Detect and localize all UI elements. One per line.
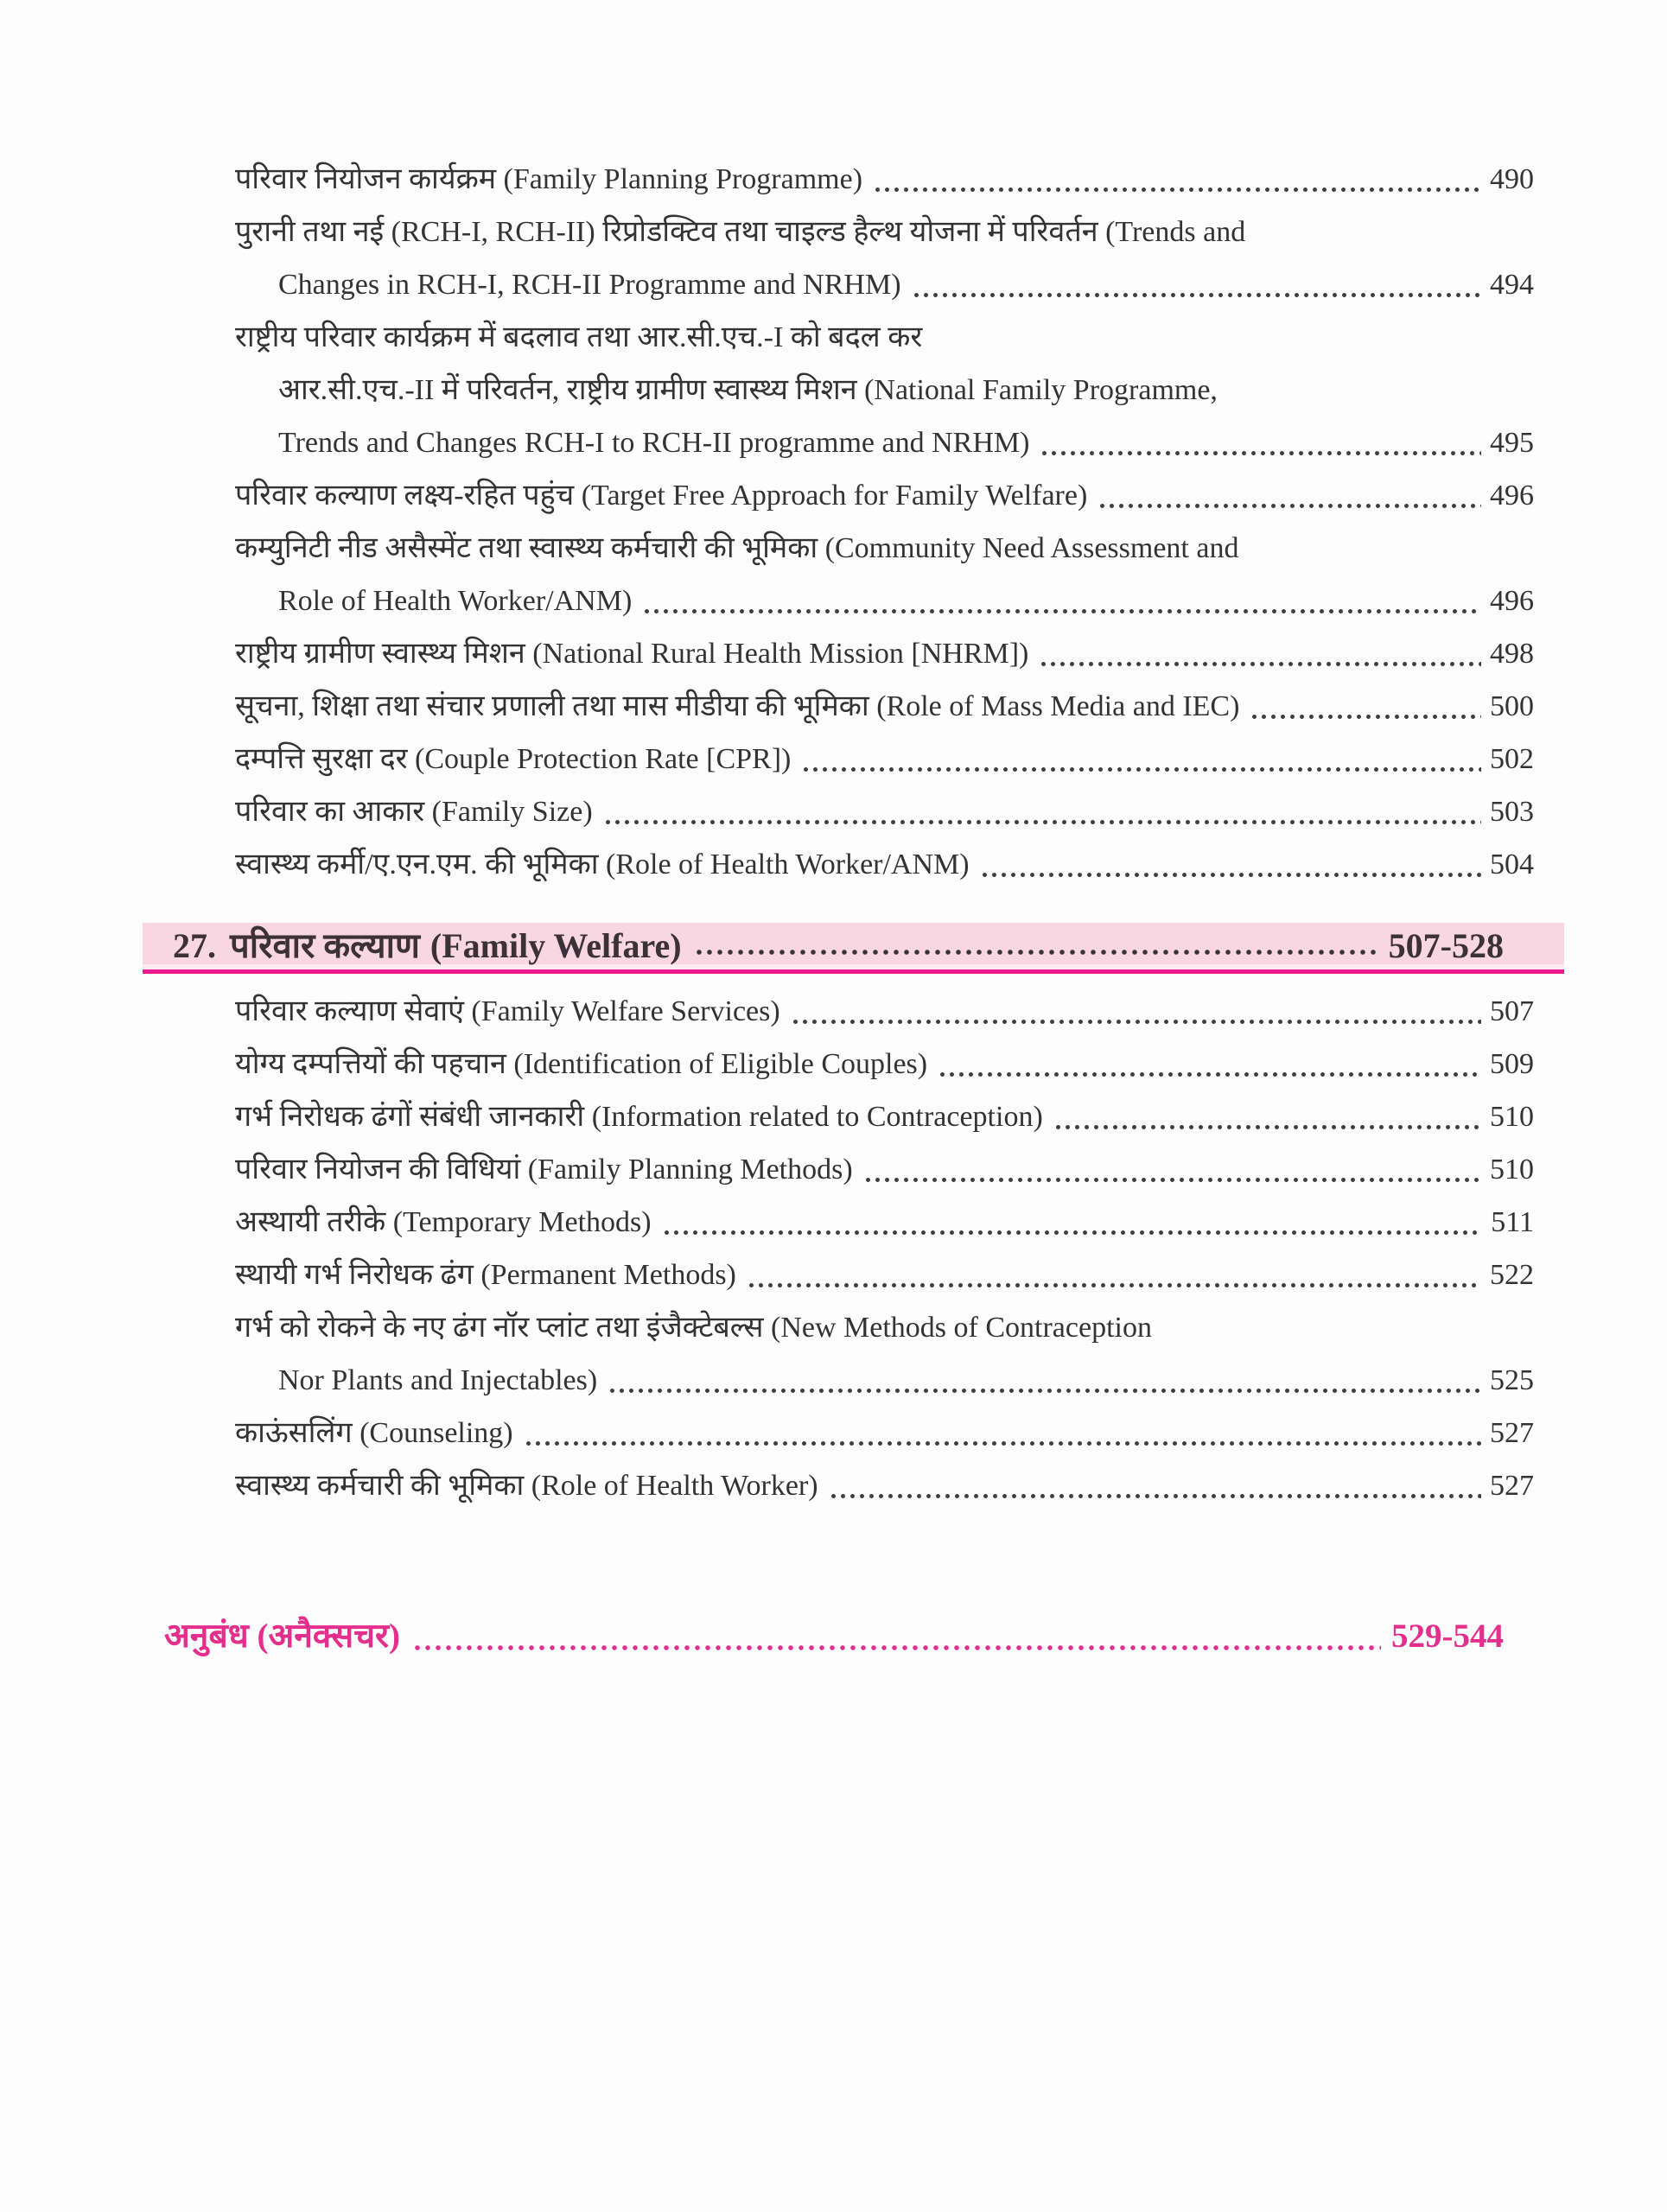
entry-text: राष्ट्रीय परिवार कार्यक्रम में बदलाव तथा आर.सी.एच.-I को बदल कर bbox=[235, 321, 923, 353]
page-number: 507 bbox=[1490, 995, 1534, 1027]
annexure-title-hindi: अनुबंध bbox=[164, 1618, 249, 1655]
entry-text: परिवार कल्याण लक्ष्य-रहित पहुंच (Target Free Approach for Family Welfare) bbox=[235, 480, 1088, 512]
dotted-leader bbox=[1250, 714, 1481, 720]
toc-entry bbox=[235, 416, 1534, 469]
dotted-leader bbox=[791, 1019, 1481, 1025]
annexure-entry bbox=[164, 1610, 1504, 1662]
entry-text: राष्ट्रीय ग्रामीण स्वास्थ्य मिशन (National Rural Health Mission [NHRM]) bbox=[235, 638, 1029, 670]
toc-entry bbox=[235, 575, 1534, 627]
page-number: 510 bbox=[1490, 1101, 1534, 1133]
page-number: 502 bbox=[1490, 743, 1534, 775]
entry-text: अस्थायी तरीके (Temporary Methods) bbox=[235, 1206, 652, 1238]
toc-entry bbox=[235, 680, 1534, 733]
chapter-page-range: 507-528 bbox=[1388, 926, 1504, 965]
page-number: 496 bbox=[1490, 585, 1534, 617]
toc-entry bbox=[235, 838, 1534, 891]
toc-entry bbox=[235, 1143, 1534, 1196]
page-number: 510 bbox=[1490, 1154, 1534, 1185]
dotted-leader bbox=[863, 1177, 1481, 1183]
toc-entry bbox=[235, 522, 1534, 575]
toc-entry bbox=[235, 1354, 1534, 1407]
dotted-leader bbox=[873, 187, 1481, 193]
dotted-leader bbox=[1039, 661, 1481, 667]
entry-text: आर.सी.एच.-II में परिवर्तन, राष्ट्रीय ग्रामीण स्वास्थ्य मिशन (National Family Programme, bbox=[278, 374, 1218, 406]
entry-text: गर्भ को रोकने के नए ढंग नॉर प्लांट तथा इंजैक्टेबल्स (New Methods of Contraception bbox=[235, 1312, 1152, 1344]
annexure-page-range: 529-544 bbox=[1391, 1618, 1504, 1655]
dotted-leader bbox=[801, 766, 1481, 772]
entry-text: Changes in RCH-I, RCH-II Programme and NRHM) bbox=[278, 269, 901, 301]
toc-entry bbox=[235, 1459, 1534, 1512]
chapter-title-english: (Family Welfare) bbox=[429, 926, 682, 965]
dotted-leader bbox=[1040, 450, 1481, 456]
entry-text: सूचना, शिक्षा तथा संचार प्रणाली तथा मास मीडीया की भूमिका (Role of Mass Media and IEC) bbox=[235, 690, 1240, 722]
page-number: 522 bbox=[1490, 1259, 1534, 1291]
dotted-leader bbox=[412, 1644, 1381, 1651]
page-number: 496 bbox=[1490, 480, 1534, 512]
page-number: 504 bbox=[1490, 849, 1534, 880]
toc-entry bbox=[235, 1249, 1534, 1301]
dotted-leader bbox=[608, 1388, 1481, 1394]
page-number: 498 bbox=[1490, 638, 1534, 670]
entry-text: परिवार कल्याण सेवाएं (Family Welfare Services) bbox=[235, 995, 780, 1027]
toc-entry bbox=[235, 258, 1534, 311]
dotted-leader bbox=[829, 1493, 1481, 1499]
page-number: 511 bbox=[1491, 1206, 1534, 1238]
annexure-title bbox=[164, 1610, 400, 1662]
annexure-title-alt: (अनैक्सचर) bbox=[257, 1618, 400, 1655]
toc-entry bbox=[235, 469, 1534, 522]
entry-text: परिवार नियोजन कार्यक्रम (Family Planning Programme) bbox=[235, 163, 863, 195]
toc-entry bbox=[235, 627, 1534, 680]
toc-entry bbox=[235, 985, 1534, 1038]
dotted-leader bbox=[1053, 1124, 1481, 1130]
toc-entry bbox=[235, 311, 1534, 364]
page-number: 527 bbox=[1490, 1417, 1534, 1449]
toc-list-chapter27 bbox=[0, 974, 1667, 1512]
entry-text: कम्युनिटी नीड असैस्मेंट तथा स्वास्थ्य कर्मचारी की भूमिका (Community Need Assessment and bbox=[235, 532, 1239, 564]
page-number: 495 bbox=[1490, 427, 1534, 459]
dotted-leader bbox=[938, 1071, 1481, 1077]
dotted-leader bbox=[747, 1282, 1481, 1288]
dotted-leader bbox=[980, 872, 1481, 878]
toc-entry bbox=[235, 1301, 1534, 1354]
dotted-leader bbox=[524, 1440, 1481, 1446]
entry-text: परिवार का आकार (Family Size) bbox=[235, 796, 593, 828]
entry-text: Role of Health Worker/ANM) bbox=[278, 585, 633, 617]
chapter-heading bbox=[143, 923, 1564, 969]
page-number: 500 bbox=[1490, 690, 1534, 722]
dotted-leader bbox=[603, 819, 1481, 825]
toc-entry bbox=[235, 364, 1534, 416]
dotted-leader bbox=[912, 292, 1481, 298]
page-number: 527 bbox=[1490, 1470, 1534, 1502]
entry-text: गर्भ निरोधक ढंगों संबंधी जानकारी (Information related to Contraception) bbox=[235, 1101, 1043, 1133]
entry-text: योग्य दम्पत्तियों की पहचान (Identification of Eligible Couples) bbox=[235, 1048, 928, 1080]
toc-entry bbox=[235, 206, 1534, 258]
entry-text: स्वास्थ्य कर्मचारी की भूमिका (Role of Health Worker) bbox=[235, 1470, 818, 1502]
entry-text: दम्पत्ति सुरक्षा दर (Couple Protection Rate [CPR]) bbox=[235, 743, 792, 775]
toc-entry bbox=[235, 733, 1534, 785]
page-number: 509 bbox=[1490, 1048, 1534, 1080]
entry-text: काऊंसलिंग (Counseling) bbox=[235, 1417, 513, 1449]
page-number: 494 bbox=[1490, 269, 1534, 301]
toc-entry bbox=[235, 1407, 1534, 1459]
entry-text: पुरानी तथा नई (RCH-I, RCH-II) रिप्रोडक्टिव तथा चाइल्ड हैल्थ योजना में परिवर्तन (Trends and bbox=[235, 216, 1246, 248]
entry-text: स्थायी गर्भ निरोधक ढंग (Permanent Methods) bbox=[235, 1259, 736, 1291]
entry-text: Nor Plants and Injectables) bbox=[278, 1364, 598, 1396]
dotted-leader bbox=[642, 608, 1481, 614]
dotted-leader bbox=[1098, 503, 1481, 509]
toc-entry bbox=[235, 1090, 1534, 1143]
entry-text: स्वास्थ्य कर्मी/ए.एन.एम. की भूमिका (Role of Health Worker/ANM) bbox=[235, 849, 970, 880]
dotted-leader bbox=[694, 949, 1378, 956]
dotted-leader bbox=[662, 1230, 1483, 1236]
chapter-title-hindi: परिवार कल्याण bbox=[230, 926, 420, 965]
page-number: 525 bbox=[1490, 1364, 1534, 1396]
toc-entry bbox=[235, 1196, 1534, 1249]
toc-list-top bbox=[0, 0, 1667, 891]
toc-entry bbox=[235, 785, 1534, 838]
chapter-number: 27. bbox=[173, 926, 216, 965]
toc-entry bbox=[235, 153, 1534, 206]
page-number: 503 bbox=[1490, 796, 1534, 828]
entry-text: Trends and Changes RCH-I to RCH-II programme and NRHM) bbox=[278, 427, 1030, 459]
toc-entry bbox=[235, 1038, 1534, 1090]
entry-text: परिवार नियोजन की विधियां (Family Planning Methods) bbox=[235, 1154, 853, 1185]
page-number: 490 bbox=[1490, 163, 1534, 195]
